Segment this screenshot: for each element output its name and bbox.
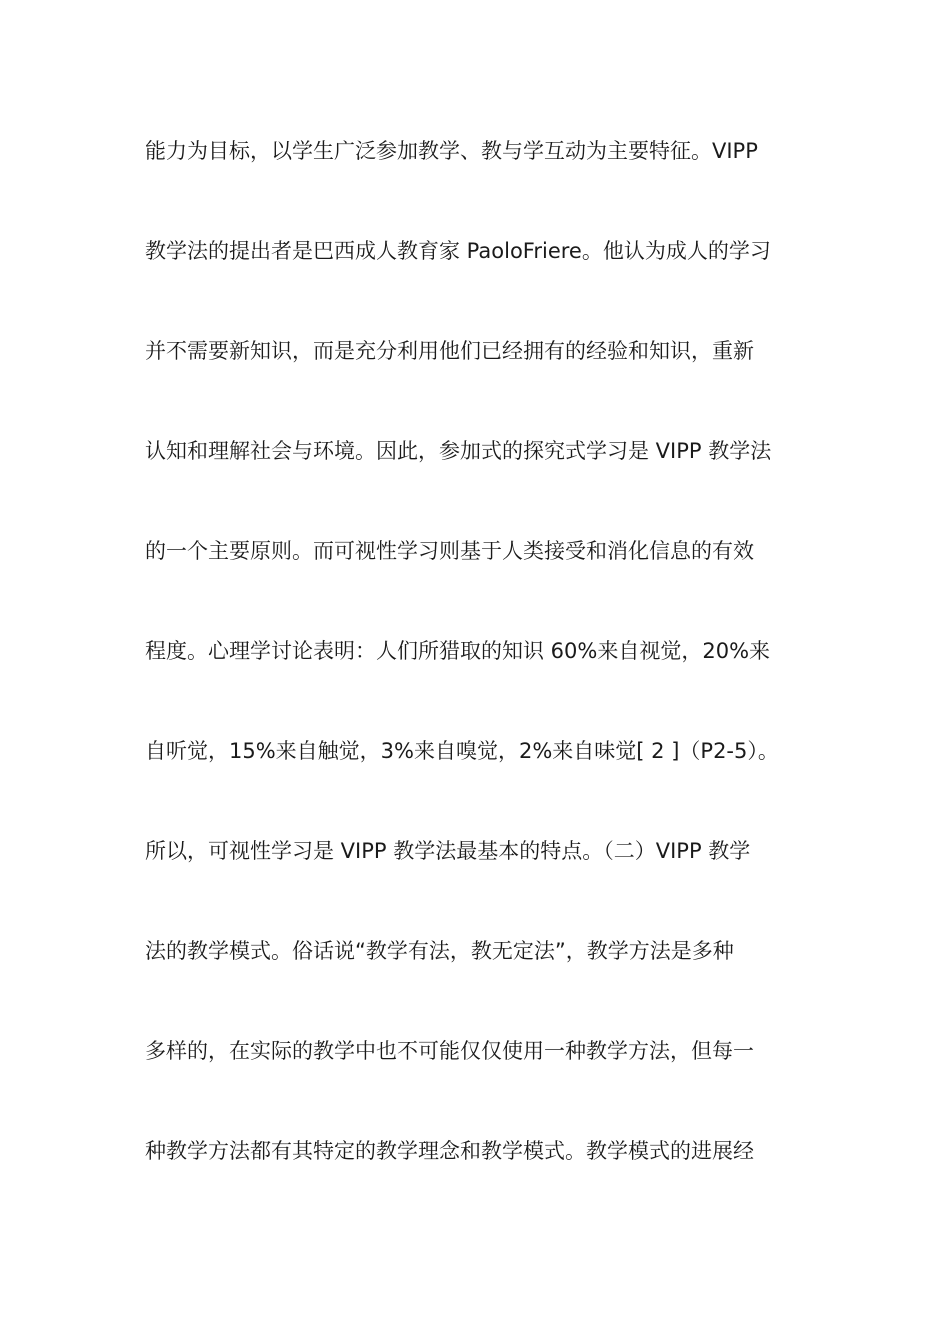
text-line: 的一个主要原则。而可视性学习则基于人类接受和消化信息的有效 bbox=[145, 539, 754, 563]
text-line: 种教学方法都有其特定的教学理念和教学模式。教学模式的进展经 bbox=[145, 1139, 754, 1163]
text-line: 并不需要新知识，而是充分利用他们已经拥有的经验和知识，重新 bbox=[145, 339, 754, 363]
body-paragraph bbox=[145, 120, 810, 1220]
text-line: 教学法的提出者是巴西成人教育家 PaoloFriere。他认为成人的学习 bbox=[145, 239, 771, 263]
text-line: 程度。心理学讨论表明：人们所猎取的知识 60%来自视觉，20%来 bbox=[145, 639, 771, 663]
text-line: 能力为目标，以学生广泛参加教学、教与学互动为主要特征。VIPP bbox=[145, 139, 758, 163]
text-line: 自听觉，15%来自触觉，3%来自嗅觉，2%来自味觉[ 2 ]（P2-5）。 bbox=[145, 739, 779, 763]
text-line: 认知和理解社会与环境。因此，参加式的探究式学习是 VIPP 教学法 bbox=[145, 439, 772, 463]
text-line: 所以，可视性学习是 VIPP 教学法最基本的特点。（二）VIPP 教学 bbox=[145, 839, 751, 863]
text-line: 多样的，在实际的教学中也不可能仅仅使用一种教学方法，但每一 bbox=[145, 1039, 754, 1063]
text-line: 法的教学模式。俗话说“教学有法，教无定法”，教学方法是多种 bbox=[145, 939, 734, 963]
